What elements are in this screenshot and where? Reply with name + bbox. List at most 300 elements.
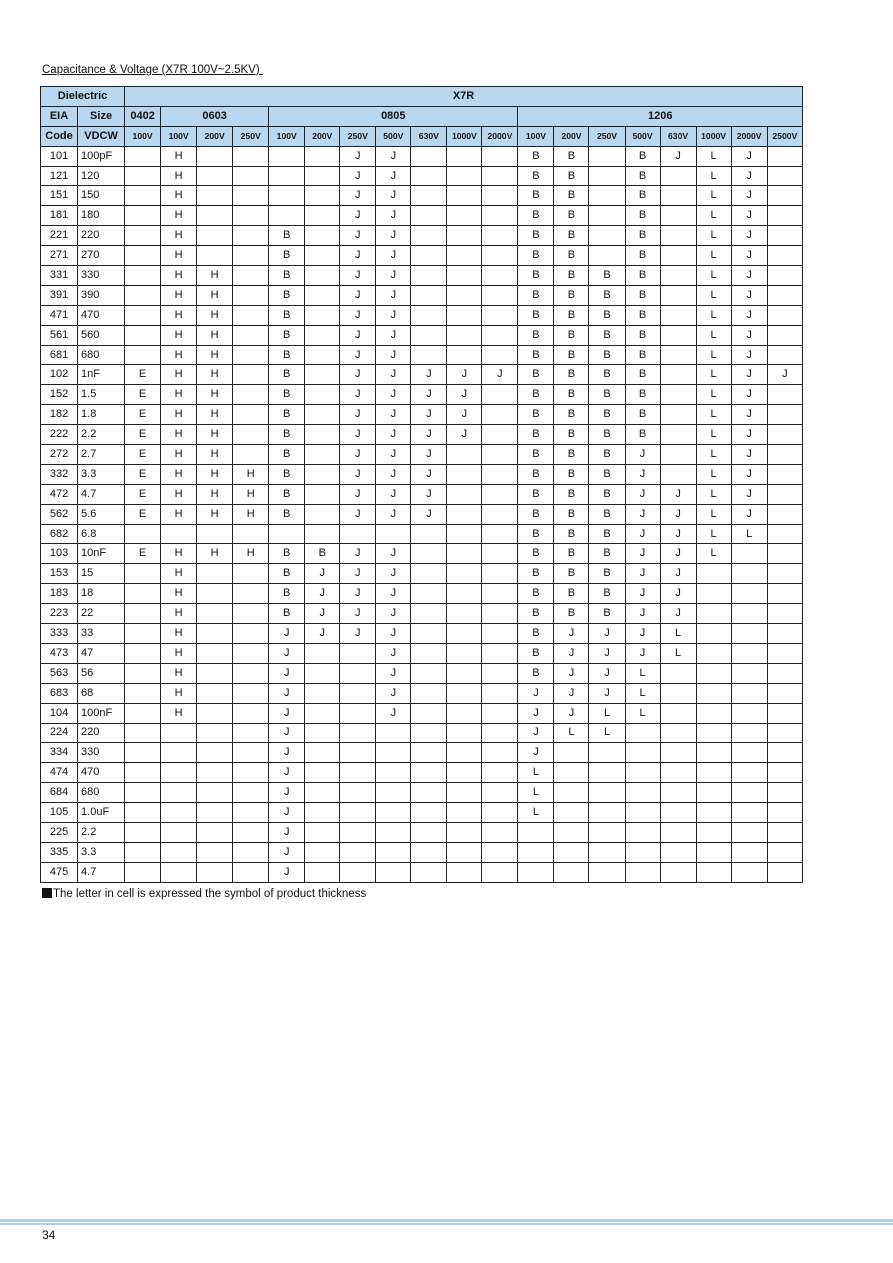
thickness-cell: J xyxy=(340,604,376,624)
thickness-cell xyxy=(447,285,482,305)
thickness-cell: L xyxy=(696,544,731,564)
thickness-cell xyxy=(731,822,767,842)
thickness-cell xyxy=(447,763,482,783)
thickness-cell xyxy=(233,146,269,166)
thickness-cell xyxy=(696,763,731,783)
thickness-cell xyxy=(125,624,161,644)
thickness-cell xyxy=(767,246,802,266)
voltage-header-cell: 1000V xyxy=(696,126,731,146)
thickness-cell xyxy=(660,683,696,703)
eia-code-cell: 473 xyxy=(41,643,78,663)
thickness-cell xyxy=(767,643,802,663)
thickness-cell: B xyxy=(269,285,305,305)
thickness-cell xyxy=(731,683,767,703)
thickness-cell xyxy=(233,345,269,365)
thickness-cell xyxy=(305,146,340,166)
thickness-cell xyxy=(125,842,161,862)
thickness-cell: J xyxy=(731,226,767,246)
thickness-cell: B xyxy=(589,564,625,584)
thickness-cell: L xyxy=(589,703,625,723)
thickness-cell: B xyxy=(518,305,554,325)
thickness-cell xyxy=(340,743,376,763)
thickness-cell: B xyxy=(269,365,305,385)
capacitance-cell: 270 xyxy=(78,246,125,266)
capacitance-cell: 2.2 xyxy=(78,425,125,445)
thickness-cell xyxy=(376,822,411,842)
table-row xyxy=(41,405,803,425)
thickness-cell xyxy=(731,763,767,783)
thickness-cell: B xyxy=(589,345,625,365)
thickness-cell xyxy=(482,803,518,823)
thickness-cell: B xyxy=(625,146,660,166)
thickness-cell xyxy=(696,564,731,584)
page-number: 34 xyxy=(42,1228,56,1242)
dielectric-label: Dielectric xyxy=(41,87,125,107)
thickness-cell: B xyxy=(625,325,660,345)
thickness-cell xyxy=(482,723,518,743)
thickness-cell: J xyxy=(340,345,376,365)
eia-code-cell: 105 xyxy=(41,803,78,823)
thickness-cell xyxy=(589,146,625,166)
thickness-cell: L xyxy=(696,285,731,305)
thickness-cell xyxy=(731,604,767,624)
thickness-cell: B xyxy=(518,445,554,465)
capacitance-cell: 4.7 xyxy=(78,862,125,882)
thickness-cell xyxy=(305,783,340,803)
thickness-cell xyxy=(161,822,197,842)
thickness-cell: L xyxy=(660,643,696,663)
eia-code-cell: 121 xyxy=(41,166,78,186)
thickness-cell xyxy=(269,206,305,226)
thickness-cell: J xyxy=(411,445,447,465)
thickness-cell: J xyxy=(269,783,305,803)
thickness-cell xyxy=(767,743,802,763)
voltage-header-cell: 630V xyxy=(411,126,447,146)
thickness-cell: J xyxy=(340,385,376,405)
thickness-cell xyxy=(125,683,161,703)
thickness-cell xyxy=(447,663,482,683)
thickness-cell xyxy=(482,305,518,325)
thickness-cell: H xyxy=(197,464,233,484)
voltage-header-cell: 2000V xyxy=(731,126,767,146)
thickness-cell: B xyxy=(554,166,589,186)
thickness-cell: J xyxy=(340,425,376,445)
thickness-cell xyxy=(197,246,233,266)
eia-code-cell: 682 xyxy=(41,524,78,544)
thickness-cell xyxy=(767,604,802,624)
size-0402: 0402 xyxy=(125,106,161,126)
thickness-cell: B xyxy=(554,405,589,425)
table-row xyxy=(41,783,803,803)
thickness-cell: L xyxy=(554,723,589,743)
thickness-cell xyxy=(767,842,802,862)
thickness-cell: J xyxy=(340,285,376,305)
thickness-cell: H xyxy=(233,464,269,484)
thickness-cell: B xyxy=(554,584,589,604)
thickness-cell: J xyxy=(731,425,767,445)
thickness-cell: J xyxy=(447,385,482,405)
thickness-cell xyxy=(447,226,482,246)
thickness-cell: H xyxy=(161,484,197,504)
thickness-cell xyxy=(411,544,447,564)
thickness-cell xyxy=(660,862,696,882)
thickness-cell xyxy=(305,822,340,842)
thickness-cell: J xyxy=(660,564,696,584)
thickness-cell: J xyxy=(731,385,767,405)
thickness-cell: J xyxy=(305,624,340,644)
thickness-cell xyxy=(447,743,482,763)
thickness-cell xyxy=(305,305,340,325)
thickness-cell xyxy=(447,345,482,365)
thickness-cell xyxy=(197,763,233,783)
thickness-cell xyxy=(660,266,696,286)
thickness-cell: B xyxy=(589,524,625,544)
eia-code-cell: 563 xyxy=(41,663,78,683)
thickness-cell xyxy=(161,783,197,803)
thickness-cell xyxy=(589,226,625,246)
capacitance-cell: 33 xyxy=(78,624,125,644)
thickness-cell xyxy=(376,842,411,862)
thickness-cell: B xyxy=(269,425,305,445)
table-row xyxy=(41,822,803,842)
thickness-cell xyxy=(589,206,625,226)
capacitance-cell: 56 xyxy=(78,663,125,683)
thickness-cell xyxy=(233,266,269,286)
thickness-cell: B xyxy=(518,624,554,644)
thickness-cell xyxy=(660,425,696,445)
thickness-cell xyxy=(305,266,340,286)
thickness-cell xyxy=(233,445,269,465)
capacitance-cell: 1.5 xyxy=(78,385,125,405)
thickness-cell: E xyxy=(125,464,161,484)
thickness-cell xyxy=(660,763,696,783)
thickness-cell: L xyxy=(696,166,731,186)
thickness-cell: B xyxy=(625,305,660,325)
thickness-cell xyxy=(411,842,447,862)
eia-label: EIA xyxy=(41,106,78,126)
thickness-cell xyxy=(482,166,518,186)
thickness-cell xyxy=(411,803,447,823)
thickness-cell xyxy=(767,783,802,803)
table-row xyxy=(41,425,803,445)
thickness-cell: J xyxy=(376,564,411,584)
table-row xyxy=(41,246,803,266)
thickness-cell: J xyxy=(376,385,411,405)
thickness-cell: J xyxy=(589,624,625,644)
thickness-cell xyxy=(305,166,340,186)
thickness-cell xyxy=(696,683,731,703)
thickness-cell xyxy=(411,305,447,325)
capacitance-cell: 390 xyxy=(78,285,125,305)
thickness-cell: H xyxy=(233,484,269,504)
thickness-cell xyxy=(482,246,518,266)
thickness-cell xyxy=(305,405,340,425)
thickness-cell: B xyxy=(518,166,554,186)
thickness-cell xyxy=(376,763,411,783)
thickness-cell xyxy=(482,345,518,365)
thickness-cell xyxy=(233,584,269,604)
thickness-cell xyxy=(305,345,340,365)
eia-code-cell: 222 xyxy=(41,425,78,445)
thickness-cell xyxy=(660,325,696,345)
thickness-cell: J xyxy=(340,445,376,465)
thickness-cell: J xyxy=(269,683,305,703)
thickness-cell: J xyxy=(554,624,589,644)
thickness-cell: J xyxy=(731,325,767,345)
thickness-cell: L xyxy=(696,464,731,484)
table-row xyxy=(41,464,803,484)
thickness-cell: J xyxy=(340,405,376,425)
thickness-cell: B xyxy=(589,285,625,305)
thickness-cell: J xyxy=(411,385,447,405)
thickness-cell: J xyxy=(376,683,411,703)
thickness-cell xyxy=(731,643,767,663)
thickness-cell xyxy=(696,803,731,823)
thickness-cell xyxy=(696,723,731,743)
table-row xyxy=(41,186,803,206)
table-row xyxy=(41,842,803,862)
thickness-cell xyxy=(696,643,731,663)
thickness-cell xyxy=(660,723,696,743)
thickness-cell: B xyxy=(518,405,554,425)
thickness-cell: H xyxy=(197,544,233,564)
thickness-cell xyxy=(767,146,802,166)
thickness-cell: H xyxy=(197,425,233,445)
thickness-cell: B xyxy=(518,385,554,405)
thickness-cell: J xyxy=(447,425,482,445)
thickness-cell: B xyxy=(625,365,660,385)
capacitance-cell: 470 xyxy=(78,305,125,325)
thickness-cell: L xyxy=(625,703,660,723)
thickness-cell: H xyxy=(197,385,233,405)
thickness-cell xyxy=(482,484,518,504)
thickness-cell xyxy=(767,484,802,504)
thickness-cell xyxy=(482,504,518,524)
voltage-header-row xyxy=(41,126,803,146)
thickness-cell: H xyxy=(161,405,197,425)
thickness-cell: L xyxy=(696,405,731,425)
thickness-cell: J xyxy=(731,146,767,166)
thickness-cell xyxy=(482,743,518,763)
thickness-cell: J xyxy=(767,365,802,385)
thickness-cell xyxy=(197,226,233,246)
eia-code-cell: 181 xyxy=(41,206,78,226)
thickness-cell xyxy=(447,723,482,743)
thickness-cell: B xyxy=(625,186,660,206)
thickness-cell xyxy=(660,464,696,484)
thickness-cell: B xyxy=(625,385,660,405)
thickness-cell: L xyxy=(731,524,767,544)
thickness-cell: J xyxy=(625,643,660,663)
thickness-cell: J xyxy=(340,564,376,584)
voltage-header-cell: 100V xyxy=(161,126,197,146)
thickness-cell: J xyxy=(340,206,376,226)
footnote-text: The letter in cell is expressed the symbol of product thickness xyxy=(53,888,367,900)
thickness-cell xyxy=(767,663,802,683)
thickness-cell: J xyxy=(625,624,660,644)
thickness-cell xyxy=(233,624,269,644)
thickness-cell xyxy=(125,604,161,624)
thickness-cell: H xyxy=(161,186,197,206)
thickness-cell: L xyxy=(518,783,554,803)
thickness-cell: B xyxy=(269,305,305,325)
thickness-cell xyxy=(376,723,411,743)
thickness-cell: B xyxy=(554,524,589,544)
thickness-cell xyxy=(696,862,731,882)
thickness-cell: J xyxy=(554,643,589,663)
thickness-cell xyxy=(518,842,554,862)
thickness-cell xyxy=(660,226,696,246)
thickness-cell: J xyxy=(340,266,376,286)
thickness-cell: J xyxy=(340,246,376,266)
thickness-cell xyxy=(767,584,802,604)
thickness-cell: J xyxy=(660,604,696,624)
thickness-cell: J xyxy=(625,504,660,524)
thickness-cell: J xyxy=(554,683,589,703)
capacitance-cell: 330 xyxy=(78,266,125,286)
thickness-cell: B xyxy=(518,663,554,683)
thickness-cell xyxy=(411,206,447,226)
thickness-cell xyxy=(767,464,802,484)
thickness-cell xyxy=(767,206,802,226)
thickness-cell xyxy=(696,822,731,842)
thickness-cell xyxy=(660,842,696,862)
thickness-cell xyxy=(340,862,376,882)
thickness-cell: B xyxy=(625,166,660,186)
capacitance-cell: 1nF xyxy=(78,365,125,385)
page-title: Capacitance & Voltage (X7R 100V~2.5KV) xyxy=(42,64,263,76)
thickness-cell: L xyxy=(696,325,731,345)
thickness-cell xyxy=(447,146,482,166)
thickness-cell: J xyxy=(376,226,411,246)
thickness-cell xyxy=(233,425,269,445)
thickness-cell xyxy=(305,445,340,465)
thickness-cell xyxy=(197,663,233,683)
thickness-cell xyxy=(731,703,767,723)
thickness-cell xyxy=(340,524,376,544)
thickness-cell xyxy=(447,862,482,882)
thickness-cell: J xyxy=(340,226,376,246)
thickness-cell xyxy=(660,365,696,385)
thickness-cell xyxy=(767,763,802,783)
thickness-cell: J xyxy=(554,663,589,683)
voltage-header-cell: 630V xyxy=(660,126,696,146)
thickness-cell xyxy=(125,743,161,763)
thickness-cell xyxy=(197,524,233,544)
size-1206: 1206 xyxy=(518,106,803,126)
thickness-cell xyxy=(625,743,660,763)
table-row xyxy=(41,564,803,584)
thickness-cell: L xyxy=(589,723,625,743)
eia-code-cell: 224 xyxy=(41,723,78,743)
eia-code-cell: 683 xyxy=(41,683,78,703)
thickness-cell: H xyxy=(233,544,269,564)
thickness-cell: B xyxy=(554,425,589,445)
thickness-cell xyxy=(589,186,625,206)
table-row xyxy=(41,743,803,763)
thickness-cell xyxy=(411,663,447,683)
thickness-cell xyxy=(233,683,269,703)
thickness-cell xyxy=(305,385,340,405)
capacitance-cell: 4.7 xyxy=(78,484,125,504)
table-row xyxy=(41,544,803,564)
thickness-cell: B xyxy=(554,226,589,246)
thickness-cell xyxy=(269,166,305,186)
thickness-cell: B xyxy=(554,146,589,166)
thickness-cell: J xyxy=(589,663,625,683)
thickness-cell xyxy=(233,365,269,385)
thickness-cell: J xyxy=(660,146,696,166)
thickness-cell: J xyxy=(731,345,767,365)
thickness-cell xyxy=(447,564,482,584)
thickness-cell xyxy=(447,266,482,286)
eia-code-cell: 335 xyxy=(41,842,78,862)
thickness-cell xyxy=(197,624,233,644)
thickness-cell: J xyxy=(731,504,767,524)
thickness-cell xyxy=(767,305,802,325)
thickness-cell: J xyxy=(518,723,554,743)
thickness-cell: J xyxy=(625,604,660,624)
thickness-cell: J xyxy=(340,504,376,524)
thickness-cell: H xyxy=(161,624,197,644)
thickness-cell: L xyxy=(696,385,731,405)
capacitance-cell: 6.8 xyxy=(78,524,125,544)
thickness-cell xyxy=(411,325,447,345)
thickness-cell xyxy=(589,246,625,266)
thickness-cell xyxy=(767,285,802,305)
thickness-cell xyxy=(125,822,161,842)
table-row xyxy=(41,643,803,663)
thickness-cell xyxy=(625,862,660,882)
eia-code-cell: 332 xyxy=(41,464,78,484)
thickness-cell: H xyxy=(161,325,197,345)
thickness-cell xyxy=(767,325,802,345)
thickness-cell xyxy=(197,604,233,624)
table-row xyxy=(41,663,803,683)
thickness-cell: L xyxy=(625,663,660,683)
thickness-cell: J xyxy=(589,643,625,663)
thickness-cell: J xyxy=(376,206,411,226)
thickness-cell: J xyxy=(269,862,305,882)
thickness-cell xyxy=(233,285,269,305)
thickness-cell xyxy=(660,285,696,305)
thickness-cell: B xyxy=(589,464,625,484)
thickness-cell: B xyxy=(518,345,554,365)
thickness-cell xyxy=(589,783,625,803)
eia-code-cell: 225 xyxy=(41,822,78,842)
thickness-cell: L xyxy=(518,763,554,783)
thickness-cell xyxy=(767,445,802,465)
thickness-cell xyxy=(233,524,269,544)
table-row xyxy=(41,345,803,365)
eia-code-cell: 334 xyxy=(41,743,78,763)
eia-code-cell: 223 xyxy=(41,604,78,624)
thickness-cell: J xyxy=(269,663,305,683)
eia-code-cell: 561 xyxy=(41,325,78,345)
thickness-cell xyxy=(305,246,340,266)
thickness-cell: J xyxy=(376,544,411,564)
thickness-cell: J xyxy=(376,266,411,286)
thickness-cell xyxy=(482,405,518,425)
thickness-cell: B xyxy=(554,285,589,305)
thickness-cell: J xyxy=(376,445,411,465)
thickness-cell xyxy=(305,484,340,504)
thickness-cell: B xyxy=(554,325,589,345)
thickness-cell: B xyxy=(269,325,305,345)
thickness-cell xyxy=(305,206,340,226)
thickness-cell xyxy=(197,803,233,823)
thickness-cell xyxy=(731,564,767,584)
